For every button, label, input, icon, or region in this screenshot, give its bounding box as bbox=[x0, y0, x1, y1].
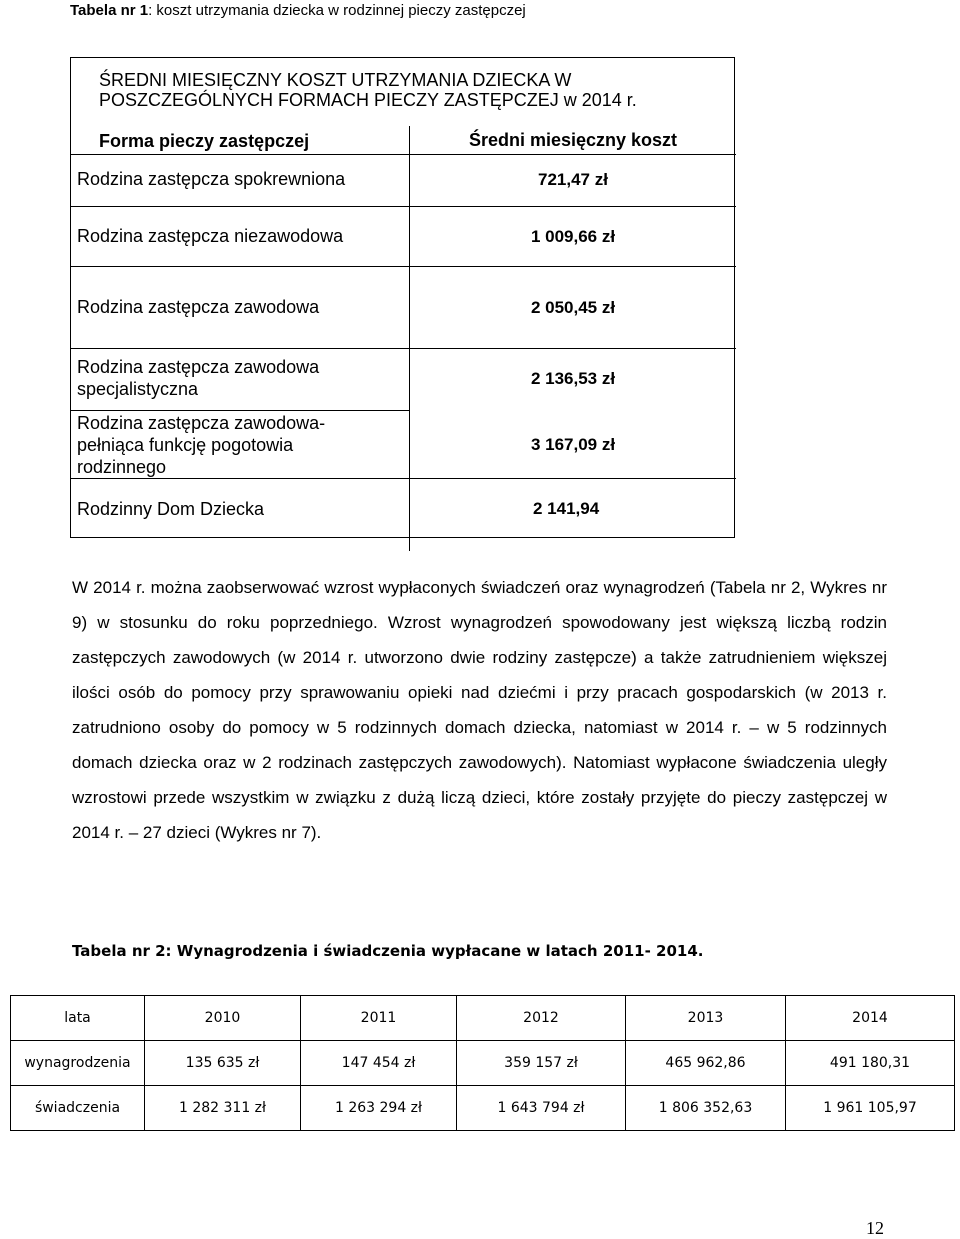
table2-caption: Tabela nr 2: Wynagrodzenia i świadczenia wypłacane w latach 2011- 2014. bbox=[72, 942, 704, 960]
table1-header-form: Forma pieczy zastępczej bbox=[99, 131, 310, 151]
table2-cell: 147 454 zł bbox=[301, 1041, 457, 1086]
table1-row-form: Rodzina zastępcza niezawodowa bbox=[77, 226, 344, 246]
table2-header-cell: 2013 bbox=[626, 996, 786, 1041]
table1-caption-text: : koszt utrzymania dziecka w rodzinnej pieczy zastępczej bbox=[148, 2, 526, 19]
table2-cell: 491 180,31 bbox=[786, 1041, 955, 1086]
table1-row-cost: 2 136,53 zł bbox=[530, 369, 616, 388]
table2-cell: 1 282 311 zł bbox=[145, 1086, 301, 1131]
table2-header-cell: lata bbox=[11, 996, 145, 1041]
table2-cell: 1 263 294 zł bbox=[301, 1086, 457, 1131]
table2-header-cell: 2011 bbox=[301, 996, 457, 1041]
table2-header-cell: 2012 bbox=[457, 996, 626, 1041]
table1-caption bbox=[70, 2, 526, 19]
table1-row-form-line: rodzinnego bbox=[77, 457, 167, 477]
table2-cell: 1 806 352,63 bbox=[626, 1086, 786, 1131]
table-row bbox=[11, 1041, 955, 1086]
table1-row-form bbox=[77, 412, 325, 478]
table2 bbox=[10, 995, 955, 1131]
table2-cell: 465 962,86 bbox=[626, 1041, 786, 1086]
table1-row-form-line: Rodzina zastępcza zawodowa bbox=[77, 357, 320, 377]
table2-header-row bbox=[11, 996, 955, 1041]
table1-row-form: Rodzina zastępcza spokrewniona bbox=[77, 169, 346, 189]
table1-header-cost: Średni miesięczny koszt bbox=[468, 130, 678, 150]
table1-row-cost: 2 141,94 bbox=[533, 499, 600, 518]
table1-row-form-line: specjalistyczna bbox=[77, 379, 199, 399]
table1-row-cost: 2 050,45 zł bbox=[530, 298, 616, 317]
table2-cell: 1 961 105,97 bbox=[786, 1086, 955, 1131]
table1-row-cost: 721,47 zł bbox=[538, 170, 608, 189]
table2-cell: 1 643 794 zł bbox=[457, 1086, 626, 1131]
table2-header-cell: 2010 bbox=[145, 996, 301, 1041]
table1-row-form: Rodzina zastępcza zawodowa bbox=[77, 297, 320, 317]
table1-row-form: Rodzinny Dom Dziecka bbox=[77, 499, 265, 519]
table1-caption-label: Tabela nr 1 bbox=[70, 2, 149, 19]
table1-title-line1: ŚREDNI MIESIĘCZNY KOSZT UTRZYMANIA DZIECKA W bbox=[99, 70, 572, 90]
table1-row-form bbox=[77, 356, 319, 400]
table1 bbox=[70, 57, 735, 538]
table2-cell: wynagrodzenia bbox=[11, 1041, 145, 1086]
page-number: 12 bbox=[866, 1218, 884, 1238]
table1-row-cost: 1 009,66 zł bbox=[530, 227, 616, 246]
table2-cell: 135 635 zł bbox=[145, 1041, 301, 1086]
table1-row-form-line: Rodzina zastępcza zawodowa- bbox=[77, 413, 326, 433]
table2-cell: 359 157 zł bbox=[457, 1041, 626, 1086]
table1-title bbox=[99, 70, 739, 110]
body-paragraph: W 2014 r. można zaobserwować wzrost wypłaconych świadczeń oraz wynagrodzeń (Tabela nr 2, Wykres nr 9) w stosunku do roku poprzedniego. Wzrost wynagrodzeń spowodowany jest większą liczbą rodzin zastępczych zawodowych (w 2014 r. utworzono dwie rodziny zastępcze) a także zatrudnieniem większej ilości osób do pomocy przy sprawowaniu opieki nad dziećmi i przy pracach gospodarskich (w 2013 r. zatrudniono osoby do pomocy w 5 rodzinnych domach dziecka, natomiast w 2014 r. – w 5 rodzinnych domach dziecka oraz w 2 rodzinach zastępczych zawodowych). Natomiast wypłacone świadczenia uległy wzrostowi przede wszystkim w związku z dużą liczą dzieci, które zostały przyjęte do pieczy zastępczej w 2014 r. – 27 dzieci (Wykres nr 7). bbox=[72, 578, 887, 842]
table-row bbox=[11, 1086, 955, 1131]
table2-cell: świadczenia bbox=[11, 1086, 145, 1131]
table1-row-form-line: pełniąca funkcję pogotowia bbox=[77, 435, 294, 455]
table1-row-cost: 3 167,09 zł bbox=[530, 435, 616, 454]
table1-title-line2: POSZCZEGÓLNYCH FORMACH PIECZY ZASTĘPCZEJ w 2014 r. bbox=[99, 90, 637, 110]
table2-header-cell: 2014 bbox=[786, 996, 955, 1041]
